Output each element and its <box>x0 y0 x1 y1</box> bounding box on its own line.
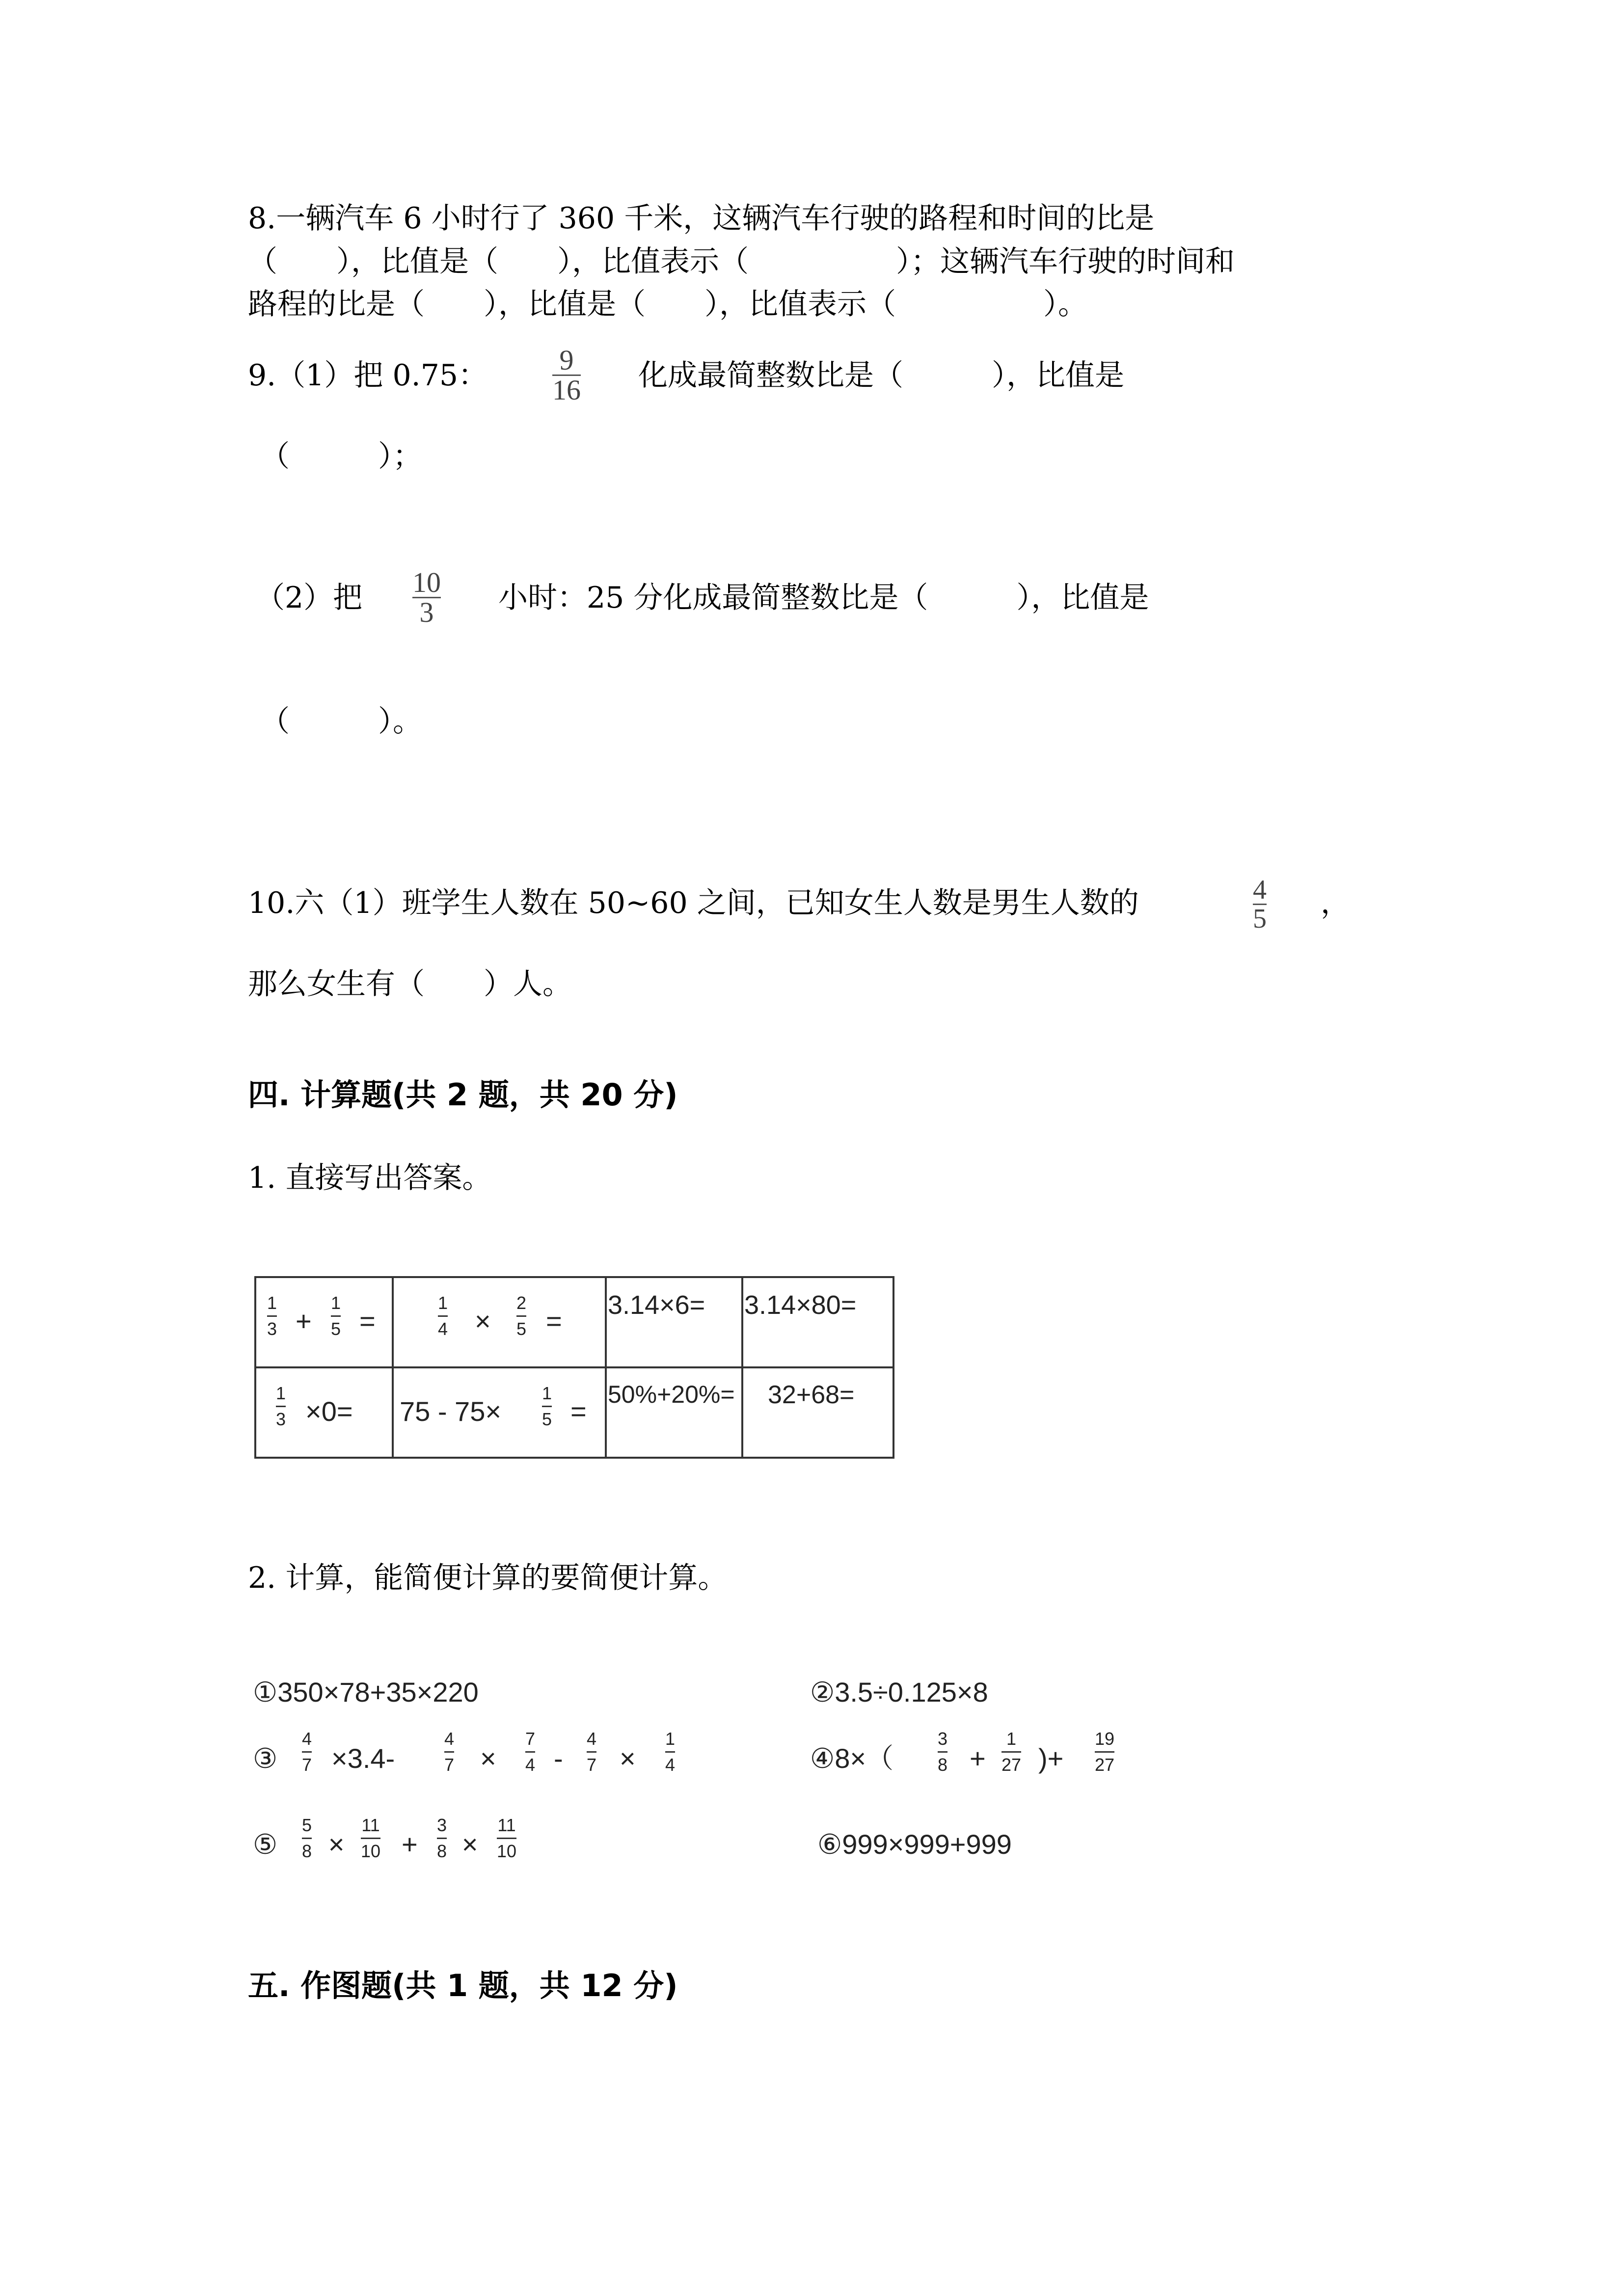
fraction-numerator: 1 <box>331 1293 341 1313</box>
fraction-denominator: 8 <box>437 1841 447 1861</box>
q9-part1-suffix: 化成最简整数比是（ ），比值是 <box>638 358 1124 393</box>
fraction-bar <box>438 1315 448 1317</box>
fraction <box>665 1729 675 1775</box>
operator: ×3.4- <box>331 1743 395 1774</box>
fraction <box>497 1815 516 1862</box>
fraction-bar <box>276 1406 286 1407</box>
q10-line2: 那么女生有（ ）人。 <box>248 967 572 1001</box>
fraction <box>437 1815 447 1862</box>
section4-q1-title: 1. 直接写出答案。 <box>248 1161 492 1195</box>
fraction-denominator: 5 <box>516 1319 527 1339</box>
fraction-numerator: 9 <box>559 344 574 376</box>
fraction-denominator: 7 <box>302 1755 312 1775</box>
fraction-bar <box>361 1838 380 1839</box>
table-cell <box>606 1367 742 1458</box>
fraction-numerator: 2 <box>516 1293 527 1313</box>
fraction-bar <box>497 1838 516 1839</box>
fraction-denominator: 4 <box>665 1755 676 1775</box>
q9-part2-fraction <box>412 568 441 627</box>
section4-heading: 四. 计算题(共 2 题，共 20 分) <box>248 1077 678 1113</box>
fraction-bar <box>938 1751 947 1753</box>
q9-part2-suffix: 小时：25 分化成最简整数比是（ ），比值是 <box>498 581 1149 615</box>
table-cell <box>742 1367 893 1458</box>
fraction-numerator: 7 <box>525 1729 536 1749</box>
table-row <box>255 1277 893 1367</box>
fraction-bar <box>331 1315 341 1317</box>
expression: 3.14×80= <box>744 1290 857 1320</box>
operator: × <box>461 1829 478 1860</box>
fraction-numerator: 19 <box>1095 1729 1115 1749</box>
q10-comma: ， <box>1321 886 1350 920</box>
fraction-denominator: 5 <box>1253 904 1267 934</box>
q9-part1-prefix: 9.（1）把 0.75： <box>248 358 488 393</box>
fraction-numerator: 11 <box>497 1815 516 1835</box>
fraction-bar <box>665 1751 675 1753</box>
calc-item-6: ⑥999×999+999 <box>817 1829 1012 1860</box>
fraction-numerator: 4 <box>444 1729 455 1749</box>
fraction <box>1095 1729 1114 1775</box>
fraction-denominator: 4 <box>525 1755 536 1775</box>
operator: )+ <box>1038 1743 1064 1774</box>
calc-item-5-number: ⑤ <box>253 1829 278 1860</box>
fraction-bar <box>1095 1751 1114 1753</box>
fraction-numerator: 3 <box>938 1729 948 1749</box>
fraction-numerator: 4 <box>1253 875 1267 905</box>
fraction-bar <box>516 1315 526 1317</box>
calc-item-4-prefix: ④8×（ <box>810 1743 894 1774</box>
operator: - <box>554 1743 563 1774</box>
expression: 75 - 75× <box>400 1396 502 1427</box>
fraction-numerator: 10 <box>412 566 441 598</box>
fraction-denominator: 27 <box>1095 1755 1115 1775</box>
direct-answer-table <box>254 1276 894 1459</box>
fraction <box>542 1383 552 1430</box>
table-row <box>255 1367 893 1458</box>
fraction <box>938 1729 947 1775</box>
equals: = <box>546 1306 562 1336</box>
table-cell <box>255 1277 393 1367</box>
fraction <box>331 1293 341 1339</box>
operator: × <box>328 1829 344 1860</box>
operator: + <box>970 1743 986 1774</box>
fraction-denominator: 5 <box>331 1319 341 1339</box>
fraction-bar <box>267 1315 277 1317</box>
calc-item-1: ①350×78+35×220 <box>253 1677 479 1708</box>
fraction <box>302 1729 312 1775</box>
fraction-numerator: 1 <box>276 1383 286 1403</box>
fraction-denominator: 10 <box>497 1841 517 1861</box>
fraction-numerator: 1 <box>267 1293 277 1313</box>
fraction <box>516 1293 526 1339</box>
table-cell <box>606 1277 742 1367</box>
expression: 32+68= <box>768 1381 855 1409</box>
fraction <box>1001 1729 1021 1775</box>
operator: + <box>296 1306 312 1336</box>
fraction-numerator: 11 <box>361 1815 380 1835</box>
fraction <box>587 1729 596 1775</box>
fraction-denominator: 7 <box>587 1755 597 1775</box>
expression: 50%+20%= <box>608 1381 735 1408</box>
calc-item-2: ②3.5÷0.125×8 <box>810 1677 988 1708</box>
fraction-denominator: 10 <box>361 1841 381 1861</box>
fraction-numerator: 5 <box>302 1815 312 1835</box>
fraction <box>361 1815 380 1862</box>
operator: + <box>402 1829 418 1860</box>
q8-line1: 8.一辆汽车 6 小时行了 360 千米，这辆汽车行驶的路程和时间的比是 <box>248 201 1155 236</box>
fraction-denominator: 3 <box>276 1409 286 1429</box>
fraction-numerator: 1 <box>438 1293 448 1313</box>
fraction-bar <box>1001 1751 1021 1753</box>
fraction <box>276 1383 286 1430</box>
operator: × <box>480 1743 496 1774</box>
fraction <box>525 1729 535 1775</box>
operator: × <box>620 1743 636 1774</box>
q10-line1: 10.六（1）班学生人数在 50~60 之间，已知女生人数是男生人数的 <box>248 886 1139 920</box>
fraction-bar <box>302 1838 312 1839</box>
fraction-denominator: 3 <box>267 1319 277 1339</box>
fraction-numerator: 1 <box>542 1383 552 1403</box>
q9-part1-fraction <box>552 346 581 404</box>
fraction-numerator: 1 <box>665 1729 676 1749</box>
fraction-denominator: 16 <box>552 374 581 406</box>
fraction-numerator: 4 <box>302 1729 312 1749</box>
fraction-numerator: 1 <box>1006 1729 1017 1749</box>
calc-item-3-number: ③ <box>253 1743 278 1774</box>
fraction-bar <box>525 1751 535 1753</box>
table-cell <box>255 1367 393 1458</box>
expression: ×0= <box>305 1396 353 1427</box>
table-cell <box>742 1277 893 1367</box>
fraction <box>438 1293 448 1339</box>
fraction-bar <box>302 1751 312 1753</box>
fraction-bar <box>437 1838 447 1839</box>
operator: × <box>475 1306 491 1336</box>
q10-fraction <box>1253 876 1267 933</box>
fraction-bar <box>444 1751 454 1753</box>
table-cell <box>393 1277 606 1367</box>
fraction-denominator: 8 <box>938 1755 948 1775</box>
q8-line2: （ ），比值是（ ），比值表示（ ）；这辆汽车行驶的时间和 <box>248 244 1235 279</box>
fraction-denominator: 4 <box>438 1319 448 1339</box>
equals: = <box>359 1306 376 1336</box>
fraction <box>302 1815 312 1862</box>
expression: 3.14×6= <box>608 1290 705 1320</box>
section4-q2-title: 2. 计算，能简便计算的要简便计算。 <box>248 1561 728 1595</box>
equals: = <box>570 1396 587 1427</box>
fraction-denominator: 5 <box>542 1409 552 1429</box>
fraction-denominator: 8 <box>302 1841 312 1861</box>
q9-part1-blank: （ ）； <box>260 439 422 474</box>
fraction-denominator: 3 <box>419 596 434 628</box>
fraction-bar <box>542 1406 552 1407</box>
fraction-numerator: 4 <box>587 1729 597 1749</box>
section5-heading: 五. 作图题(共 1 题，共 12 分) <box>248 1968 678 2003</box>
q9-part2-blank: （ ）。 <box>260 704 422 739</box>
fraction <box>444 1729 454 1775</box>
q8-line3: 路程的比是（ ），比值是（ ），比值表示（ ）。 <box>248 287 1087 321</box>
table-cell <box>393 1367 606 1458</box>
fraction-bar <box>587 1751 596 1753</box>
fraction <box>267 1293 277 1339</box>
fraction-numerator: 3 <box>437 1815 447 1835</box>
fraction-denominator: 27 <box>1001 1755 1022 1775</box>
q9-part2-prefix: （2）把 <box>255 581 363 615</box>
fraction-denominator: 7 <box>444 1755 455 1775</box>
